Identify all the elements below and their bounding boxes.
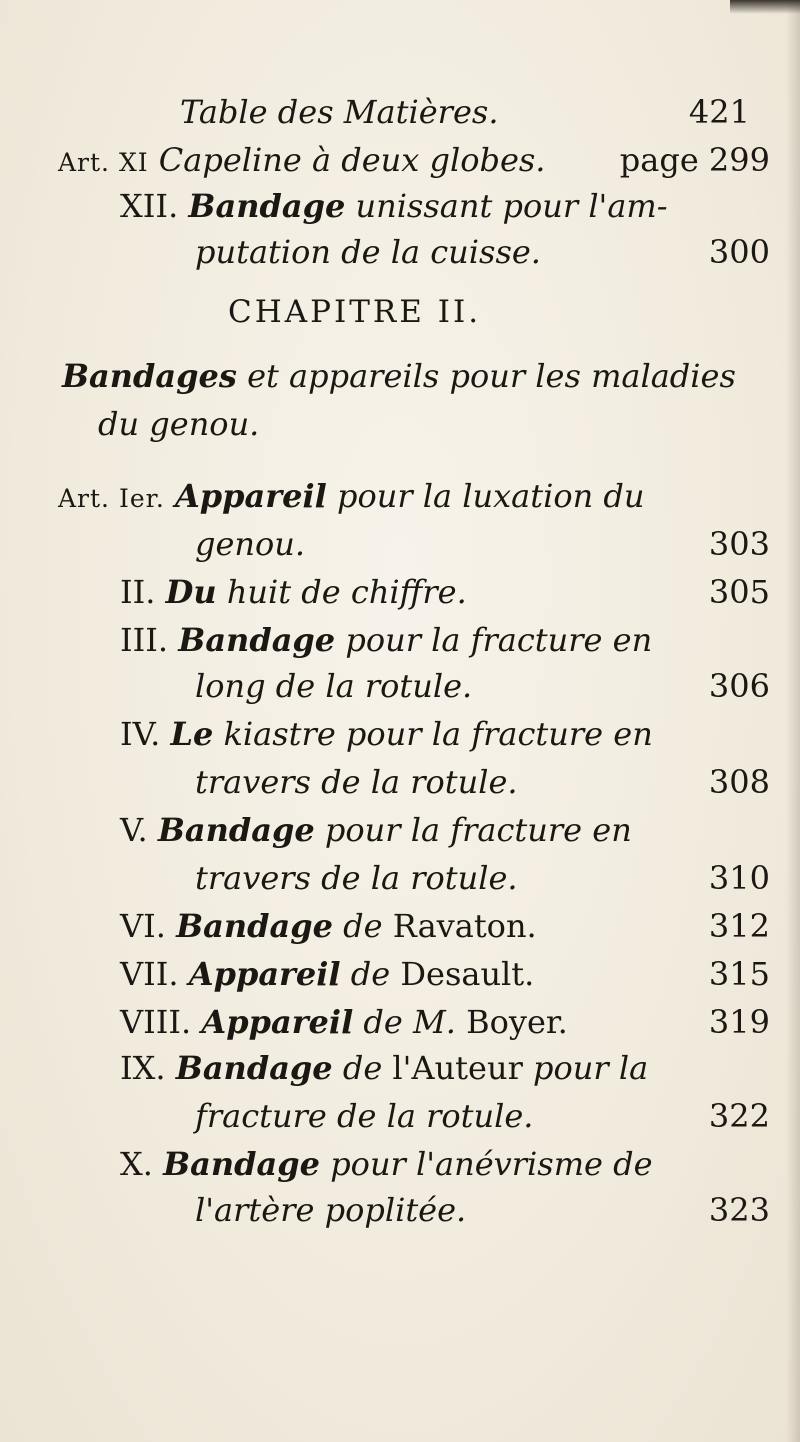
- entry-title-tail: pour la: [533, 1049, 649, 1087]
- entry-title: pour l'anévrisme de: [330, 1145, 653, 1183]
- toc-entry-4: [120, 714, 653, 754]
- entry-number: X.: [120, 1145, 153, 1183]
- entry-title-lead: Bandage: [188, 187, 346, 225]
- entry-author: Boyer.: [466, 1003, 568, 1041]
- entry-page: 303: [708, 525, 770, 563]
- chapter-subtitle-continued: du genou.: [98, 405, 260, 443]
- entry-title-lead: Bandage: [176, 907, 333, 945]
- entry-title: pour la fracture en: [324, 811, 632, 849]
- entry-title-lead: Du: [165, 573, 217, 611]
- page-corner-shadow: [730, 0, 800, 14]
- chapter-subtitle-text: et appareils pour les maladies: [247, 357, 736, 395]
- entry-number: V.: [120, 811, 148, 849]
- entry-title: de: [342, 1049, 383, 1087]
- entry-page: 310: [708, 859, 770, 897]
- entry-title: Capeline à deux globes.: [158, 141, 546, 179]
- chapter-subtitle-lead: Bandages: [62, 357, 237, 395]
- toc-entry-7: [120, 954, 534, 994]
- entry-number: Art. Ier.: [58, 484, 165, 513]
- toc-entry-xi: [58, 140, 545, 183]
- entry-title: kiastre pour la fracture en: [223, 715, 653, 753]
- entry-page: 299: [708, 141, 770, 179]
- toc-entry-8: [120, 1002, 568, 1042]
- entry-title-lead: Bandage: [157, 811, 315, 849]
- entry-title-continued: fracture de la rotule.: [195, 1097, 534, 1135]
- entry-page: 315: [708, 955, 770, 993]
- entry-title-lead: Bandage: [175, 1049, 333, 1087]
- entry-page: 306: [708, 667, 770, 705]
- entry-title-lead: Bandage: [163, 1145, 321, 1183]
- entry-page: 305: [708, 573, 770, 611]
- entry-title-lead: Le: [170, 715, 214, 753]
- entry-number: III.: [120, 621, 169, 659]
- entry-author: l'Auteur: [392, 1049, 523, 1087]
- entry-author: Desault.: [400, 955, 535, 993]
- entry-number: II.: [120, 573, 156, 611]
- toc-entry-3: [120, 620, 652, 660]
- toc-entry-10: [120, 1144, 653, 1184]
- entry-page: 319: [708, 1003, 770, 1041]
- entry-page: 308: [708, 763, 770, 801]
- entry-title-continued: putation de la cuisse.: [195, 233, 541, 271]
- entry-title-continued: l'artère poplitée.: [195, 1191, 467, 1229]
- entry-number: VII.: [120, 955, 179, 993]
- chapter-heading: CHAPITRE II.: [228, 294, 482, 330]
- toc-entry-6: [120, 906, 537, 946]
- entry-title: de: [350, 955, 391, 993]
- entry-page: 323: [708, 1191, 770, 1229]
- entry-number: Art. XI: [58, 148, 149, 177]
- entry-title: huit de chiffre.: [226, 573, 467, 611]
- chapter-subtitle: [62, 356, 736, 396]
- entry-number: VIII.: [120, 1003, 192, 1041]
- entry-title: de M.: [363, 1003, 456, 1041]
- toc-entry-5: [120, 810, 632, 850]
- entry-page: 322: [708, 1097, 770, 1135]
- entry-author: Ravaton.: [392, 907, 537, 945]
- entry-number: XII.: [120, 187, 179, 225]
- entry-title-lead: Bandage: [178, 621, 336, 659]
- running-title: Table des Matières.: [180, 93, 499, 131]
- entry-title-lead: Appareil: [188, 955, 341, 993]
- entry-number: VI.: [120, 907, 166, 945]
- toc-page-xi: [530, 140, 770, 180]
- toc-entry-xii: [120, 186, 668, 226]
- entry-page: 312: [708, 907, 770, 945]
- entry-title-continued: genou.: [195, 525, 306, 563]
- entry-title-continued: travers de la rotule.: [195, 859, 518, 897]
- entry-number: IV.: [120, 715, 161, 753]
- entry-title-lead: Appareil: [174, 477, 327, 515]
- page-label: page: [619, 141, 699, 179]
- toc-entry-2: [120, 572, 467, 612]
- entry-page: 300: [708, 233, 770, 271]
- entry-title: de: [343, 907, 383, 945]
- entry-title: unissant pour l'am-: [355, 187, 668, 225]
- entry-title-continued: long de la rotule.: [195, 667, 473, 705]
- entry-number: IX.: [120, 1049, 166, 1087]
- toc-entry-1: [58, 476, 644, 519]
- entry-title-lead: Appareil: [201, 1003, 354, 1041]
- page-number: 421: [688, 93, 750, 131]
- toc-entry-9: [120, 1048, 648, 1088]
- page-edge-shadow: [786, 0, 800, 1442]
- entry-title: pour la luxation du: [336, 477, 645, 515]
- entry-title: pour la fracture en: [345, 621, 653, 659]
- entry-title-continued: travers de la rotule.: [195, 763, 518, 801]
